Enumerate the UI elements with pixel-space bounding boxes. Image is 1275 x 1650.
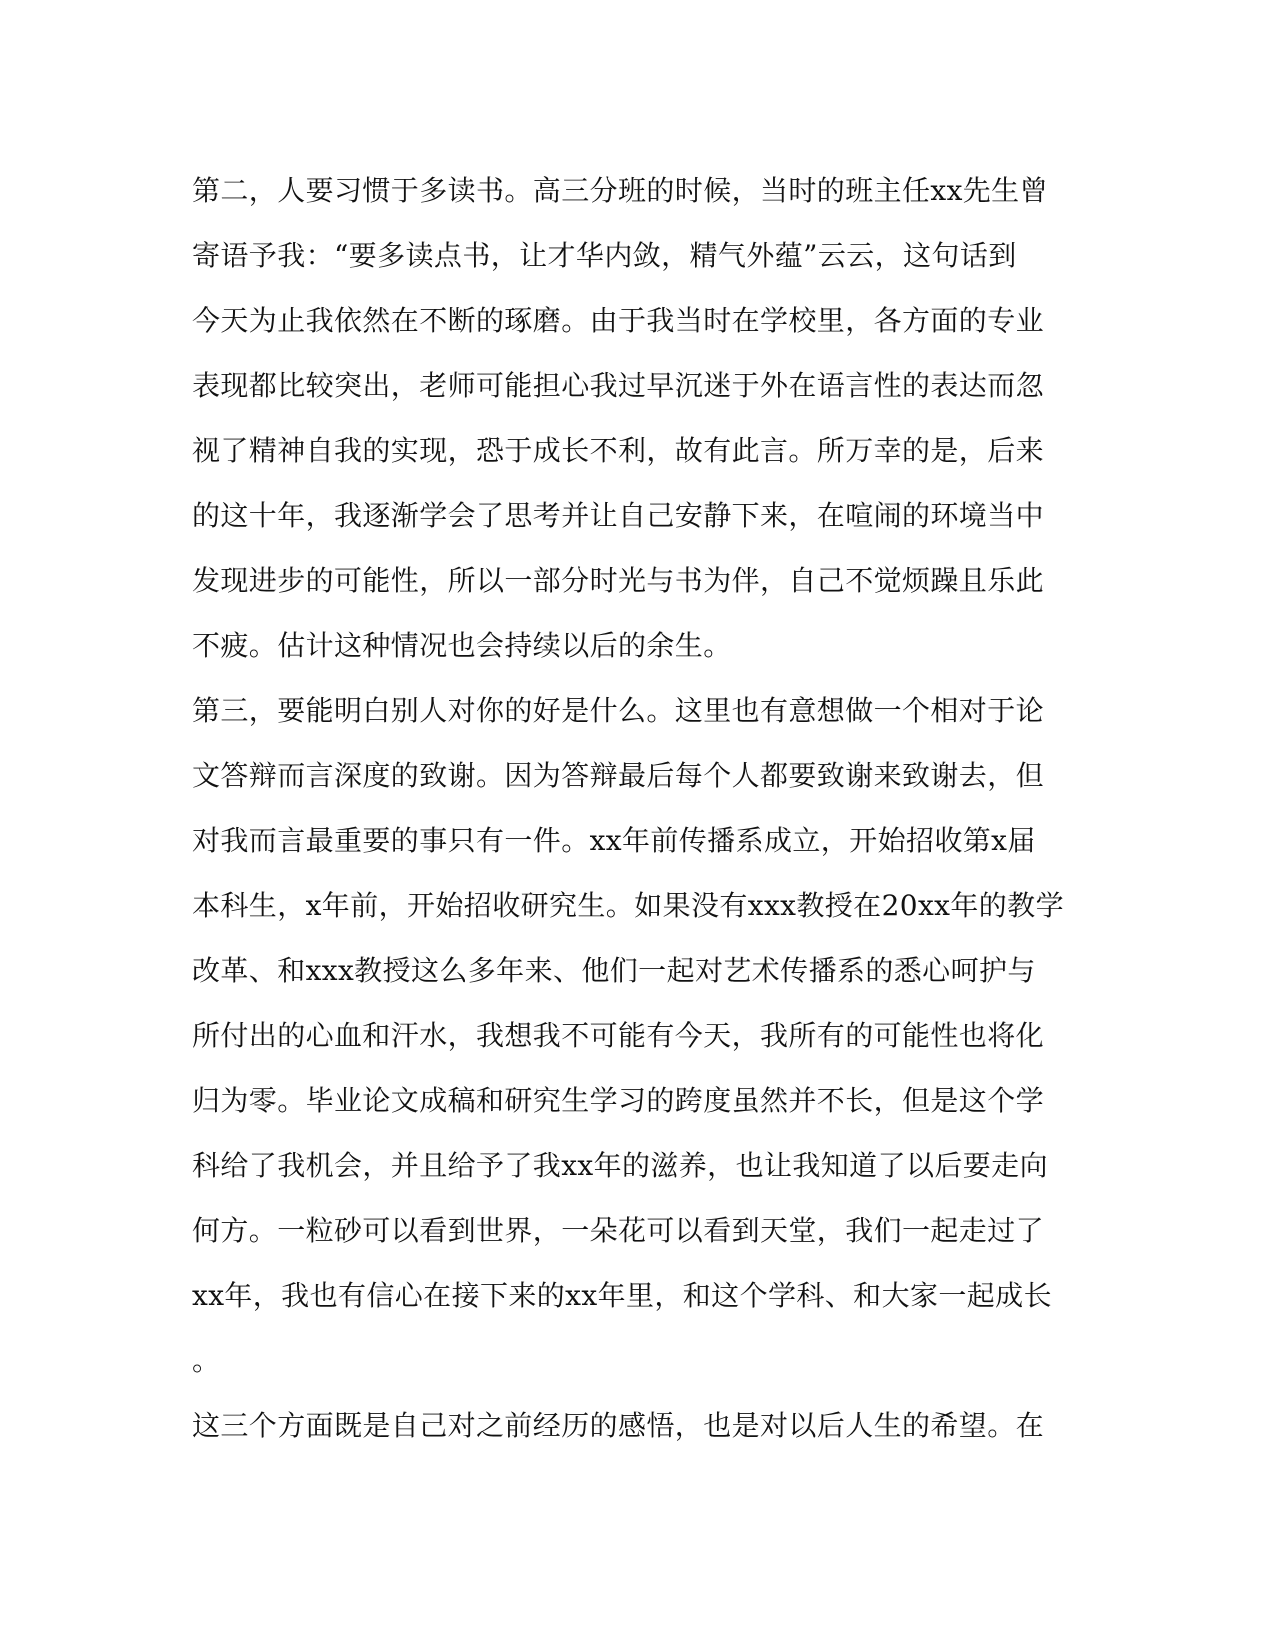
text-line: 这三个方面既是自己对之前经历的感悟，也是对以后人生的希望。在 — [192, 1409, 1045, 1442]
text-line: 今天为止我依然在不断的琢磨。由于我当时在学校里，各方面的专业 — [192, 304, 1045, 337]
text-line: 归为零。毕业论文成稿和研究生学习的跨度虽然并不长，但是这个学 — [192, 1084, 1045, 1117]
text-line: 。 — [192, 1344, 221, 1377]
text-line: 表现都比较突出，老师可能担心我过早沉迷于外在语言性的表达而忽 — [192, 369, 1045, 402]
text-line: xx年，我也有信心在接下来的xx年里，和这个学科、和大家一起成长 — [192, 1279, 1052, 1312]
body-text — [192, 158, 1072, 1458]
text-line: 的这十年，我逐渐学会了思考并让自己安静下来，在喧闹的环境当中 — [192, 499, 1045, 532]
text-line: 不疲。估计这种情况也会持续以后的余生。 — [192, 629, 732, 662]
text-line: 何方。一粒砂可以看到世界，一朵花可以看到天堂，我们一起走过了 — [192, 1214, 1045, 1247]
text-line: 文答辩而言深度的致谢。因为答辩最后每个人都要致谢来致谢去，但 — [192, 759, 1045, 792]
text-line: 发现进步的可能性，所以一部分时光与书为伴，自己不觉烦躁且乐此 — [192, 564, 1045, 597]
text-line: 对我而言最重要的事只有一件。xx年前传播系成立，开始招收第x届 — [192, 824, 1036, 857]
text-line: 改革、和xxx教授这么多年来、他们一起对艺术传播系的悉心呵护与 — [192, 954, 1036, 987]
text-line: 科给了我机会，并且给予了我xx年的滋养，也让我知道了以后要走向 — [192, 1149, 1048, 1182]
text-line: 第二，人要习惯于多读书。高三分班的时候，当时的班主任xx先生曾 — [192, 174, 1048, 207]
text-line: 本科生，x年前，开始招收研究生。如果没有xxx教授在20xx年的教学 — [192, 889, 1064, 922]
text-line: 视了精神自我的实现，恐于成长不利，故有此言。所万幸的是，后来 — [192, 434, 1045, 467]
text-line: 第三，要能明白别人对你的好是什么。这里也有意想做一个相对于论 — [192, 694, 1045, 727]
text-line: 所付出的心血和汗水，我想我不可能有今天，我所有的可能性也将化 — [192, 1019, 1045, 1052]
text-line: 寄语予我：“要多读点书，让才华内敛，精气外蕴”云云，这句话到 — [192, 239, 1017, 272]
